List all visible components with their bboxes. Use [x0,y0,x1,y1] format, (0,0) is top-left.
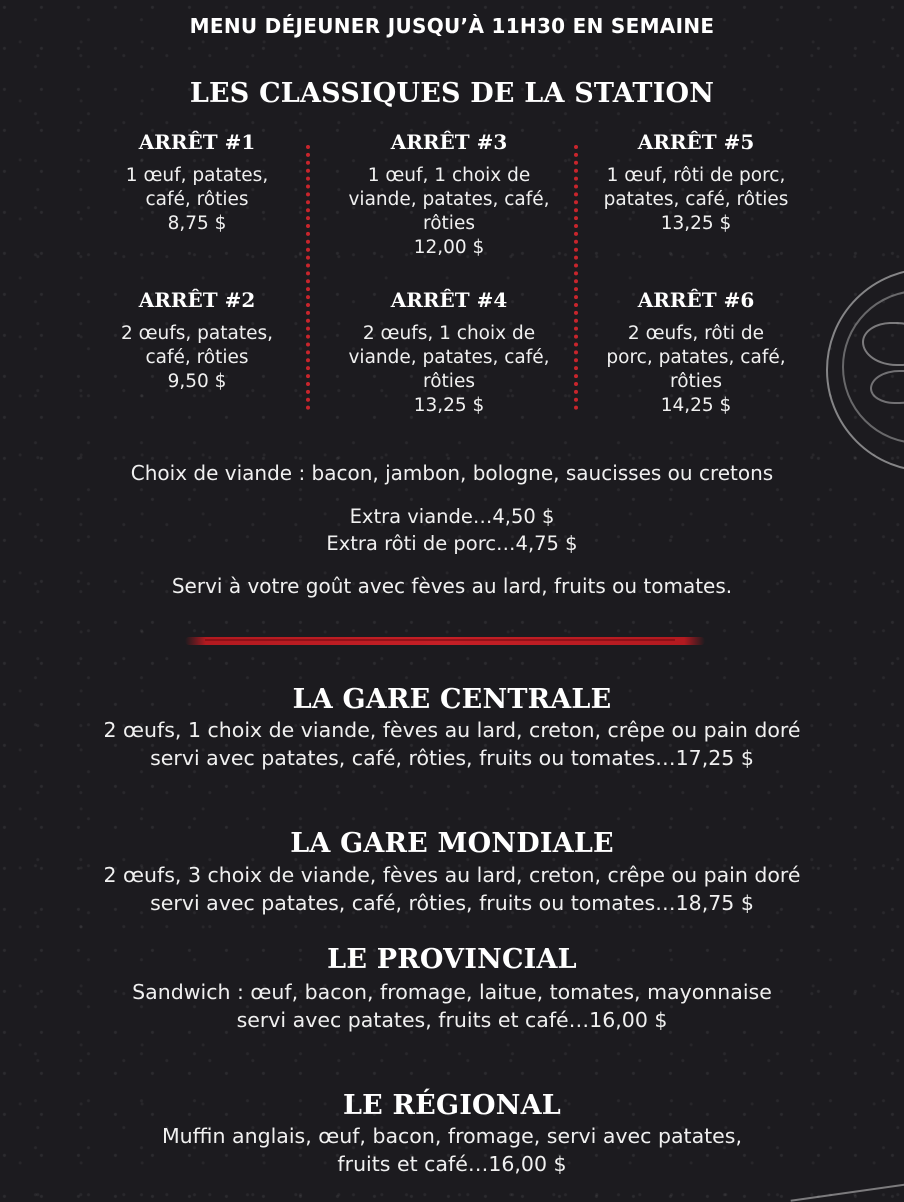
item-description: servi avec patates, fruits et café…16,00 $ [236,1008,668,1032]
stop-description: 2 œufs, 1 choix de viande, patates, café, rôties [348,323,550,392]
stop-card [329,288,569,418]
dotted-divider [574,145,578,410]
stop-name: ARRÊT #6 [637,288,755,312]
stop-description: 2 œufs, patates, café, rôties [120,323,274,368]
stop-name: ARRÊT #3 [390,130,508,154]
stop-description: 1 œuf, patates, café, rôties [125,165,269,210]
dotted-divider [306,145,310,410]
item-description: 2 œufs, 1 choix de viande, fèves au lard, creton, crêpe ou pain doré [103,718,801,742]
stop-price: 14,25 $ [660,395,732,416]
stop-card [329,130,569,260]
item-description: 2 œufs, 3 choix de viande, fèves au lard, creton, crêpe ou pain doré [103,863,801,887]
stop-name: ARRÊT #5 [637,130,755,154]
item-title: LA GARE CENTRALE [292,684,612,715]
sketch-line [791,1180,904,1201]
item-description: fruits et café…16,00 $ [337,1152,567,1176]
stop-price: 12,00 $ [413,237,485,258]
stop-price: 13,25 $ [413,395,485,416]
stop-card [576,130,816,236]
stop-description: 2 œufs, rôti de porc, patates, café, rôties [606,323,786,392]
item-title: LE RÉGIONAL [342,1090,561,1121]
stop-card [576,288,816,418]
item-title: LE PROVINCIAL [327,944,577,975]
stop-price: 9,50 $ [167,371,227,392]
item-title: LA GARE MONDIALE [290,828,614,859]
item-description: servi avec patates, café, rôties, fruits ou tomates…18,75 $ [150,891,754,915]
item-description: Muffin anglais, œuf, bacon, fromage, servi avec patates, [162,1124,742,1148]
classics-title: LES CLASSIQUES DE LA STATION [189,78,715,109]
stop-price: 8,75 $ [167,213,227,234]
red-divider [185,637,705,645]
stop-card [77,288,317,394]
meat-choice-note: Choix de viande : bacon, jambon, bologne, saucisses ou cretons [130,461,774,485]
extra-meat-price: Extra viande…4,50 $ [349,505,555,528]
stop-description: 1 œuf, rôti de porc, patates, café, rôties [603,165,789,210]
item-description: Sandwich : œuf, bacon, fromage, laitue, tomates, mayonnaise [132,980,772,1004]
stop-name: ARRÊT #1 [138,130,256,154]
stop-description: 1 œuf, 1 choix de viande, patates, café, rôties [348,165,550,234]
stop-card [77,130,317,236]
stop-name: ARRÊT #4 [390,288,508,312]
extra-pork-price: Extra rôti de porc…4,75 $ [326,532,578,555]
stop-price: 13,25 $ [660,213,732,234]
stop-name: ARRÊT #2 [138,288,256,312]
served-note: Servi à votre goût avec fèves au lard, fruits ou tomates. [171,574,733,598]
menu-header: MENU DÉJEUNER JUSQU’À 11H30 EN SEMAINE [189,14,715,38]
item-description: servi avec patates, café, rôties, fruits ou tomates…17,25 $ [150,746,754,770]
